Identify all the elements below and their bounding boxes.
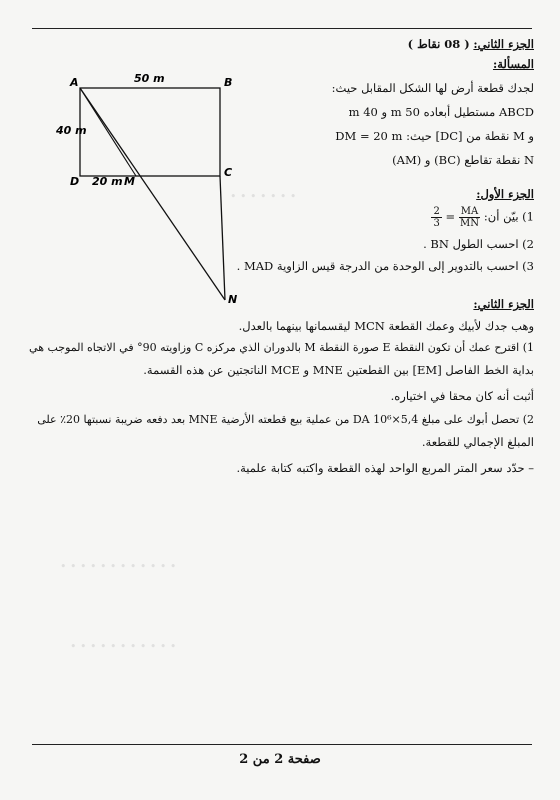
dim-left: 40 m xyxy=(56,124,87,137)
problem-statement xyxy=(230,80,534,168)
dim-bottom: 20 m xyxy=(92,175,123,188)
ratio-ma-mn xyxy=(459,206,480,229)
problem-title: المسألة: xyxy=(492,57,534,71)
label-a: A xyxy=(70,76,79,89)
q1-prefix: 1) بيّن أن: xyxy=(483,209,534,224)
part2-q1 xyxy=(12,340,534,404)
label-b: B xyxy=(224,76,233,89)
part1-q3: 3) احسب بالتدوير إلى الوحدة من الدرجة قيس الزاوية MAD . xyxy=(236,259,534,273)
q2-line: – حدّد سعر المتر المربع الواحد لهذه القطعة واكتبه كتابة علمية. xyxy=(236,461,534,475)
part2-q2 xyxy=(12,412,534,476)
part1-q2: 2) احسب الطول BN . xyxy=(423,237,534,251)
part-title: الجزء الثاني: xyxy=(473,37,534,51)
ratio-denominator: MN xyxy=(460,218,480,229)
problem-line: N نقطة تقاطع (BC) و (AM) xyxy=(392,153,534,167)
value-denominator: 3 xyxy=(433,218,440,229)
bleed-through-text: • • • • • • • • • • • xyxy=(70,640,177,653)
part2-title: الجزء الثاني: xyxy=(473,297,534,311)
dim-top: 50 m xyxy=(134,72,165,85)
bleed-through-text: • • • • • • • • • • • • xyxy=(60,560,177,573)
page-number: صفحة 2 من 2 xyxy=(239,752,321,767)
problem-line: ABCD مستطيل أبعاده 50 m و 40 m xyxy=(348,105,534,119)
points-badge: ( 08 نقاط ) xyxy=(407,37,470,51)
value-numerator: 2 xyxy=(433,206,440,217)
bleed-through-text: • • • • • • • xyxy=(230,190,297,203)
segment-ac-hint xyxy=(80,88,136,176)
q2-line: 2) تحصل أبوك على مبلغ 5,4×10⁶ DA من عملية بيع قطعته الأرضية MNE بعد دفعه ضريبة نسبتها 20٪ على xyxy=(37,413,534,426)
label-c: C xyxy=(224,166,233,179)
label-m: M xyxy=(124,175,135,188)
ratio-numerator: MA xyxy=(460,206,479,217)
q1-line: أثبت أنه كان محقا في اختياره. xyxy=(390,389,534,403)
problem-line: لجدك قطعة أرض لها الشكل المقابل حيث: xyxy=(331,81,534,95)
ratio-value xyxy=(431,206,441,229)
part1-q1 xyxy=(26,206,534,229)
label-n: N xyxy=(228,293,238,306)
part2-intro: وهب جدك لأبيك وعمك القطعة MCN ليقسمانها بينهما بالعدل. xyxy=(238,319,534,333)
q2-line: المبلغ الإجمالي للقطعة. xyxy=(421,435,534,449)
part1-title: الجزء الأول: xyxy=(476,187,534,201)
label-d: D xyxy=(70,175,80,188)
top-rule xyxy=(32,28,532,29)
q1-line: 1) اقترح عمك أن تكون النقطة E صورة النقطة M بالدوران الذي مركزه C وزاويته 90° في الاتجاه الموجب هي xyxy=(29,341,534,354)
bottom-rule xyxy=(32,744,532,745)
part-header xyxy=(26,36,534,52)
equals-sign: = xyxy=(445,209,456,224)
q1-line: بداية الخط الفاصل [EM] بين القطعتين MNE و MCE الناتجتين عن هذه القسمة. xyxy=(143,363,534,377)
rectangle-abcd xyxy=(80,88,220,176)
problem-line: و M نقطة من [DC] حيث: DM = 20 m xyxy=(335,129,534,143)
